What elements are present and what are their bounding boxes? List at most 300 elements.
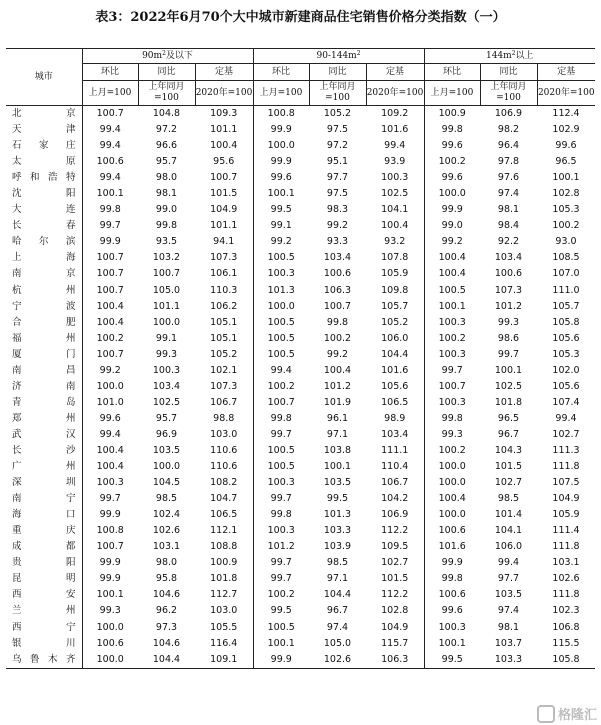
index-value: 104.5 — [152, 477, 181, 489]
index-value: 106.8 — [552, 621, 580, 633]
city-name: 太原 — [12, 156, 76, 168]
index-value: 99.4 — [82, 427, 138, 443]
index-value: 100.7 — [323, 300, 352, 312]
index-value: 104.9 — [210, 204, 238, 216]
index-value: 100.7 — [82, 283, 138, 299]
index-value: 101.8 — [494, 396, 523, 408]
index-value: 99.7 — [497, 348, 520, 360]
index-value: 101.0 — [82, 395, 138, 411]
index-value: 108.8 — [210, 541, 238, 553]
index-value: 104.6 — [152, 637, 181, 649]
index-value: 103.5 — [323, 477, 352, 489]
city-name: 广州 — [12, 461, 76, 473]
watermark-logo-icon — [537, 705, 555, 723]
index-value: 104.9 — [381, 621, 409, 633]
index-value: 101.6 — [424, 539, 480, 555]
index-value: 99.4 — [555, 412, 577, 424]
city-name: 天津 — [12, 124, 76, 136]
index-value: 98.1 — [497, 204, 520, 216]
index-value: 106.3 — [366, 652, 424, 669]
sub-header: 环比 — [424, 64, 480, 81]
index-value: 102.5 — [494, 380, 523, 392]
index-value: 98.2 — [497, 124, 520, 136]
size-group-header: $144m^2$以上 — [424, 49, 595, 64]
index-value: 100.3 — [424, 620, 480, 636]
index-value: 102.8 — [381, 605, 409, 617]
index-value: 100.3 — [424, 315, 480, 331]
index-value: 106.5 — [381, 396, 409, 408]
index-value: 96.7 — [326, 605, 349, 617]
index-value: 104.8 — [152, 108, 181, 120]
index-value: 104.9 — [552, 493, 580, 505]
index-value: 100.3 — [253, 266, 309, 282]
index-value: 99.2 — [326, 220, 349, 232]
city-name: 兰州 — [12, 605, 76, 617]
table-title: 表3：2022年6月70个大中城市新建商品住宅销售价格分类指数（一） — [95, 10, 506, 25]
index-value: 111.3 — [552, 445, 580, 456]
index-value: 107.3 — [210, 380, 238, 392]
index-value: 99.0 — [424, 218, 480, 234]
table-row — [6, 106, 595, 123]
table-row — [6, 555, 595, 571]
table-row — [6, 170, 595, 186]
index-value: 95.7 — [155, 156, 178, 168]
index-value: 101.3 — [323, 509, 352, 521]
index-value: 105.6 — [552, 380, 580, 392]
index-value: 95.8 — [155, 573, 178, 585]
index-value: 100.5 — [253, 620, 309, 636]
index-value: 96.1 — [326, 412, 349, 424]
index-value: 99.6 — [424, 170, 480, 186]
watermark-text: 格隆汇 — [557, 708, 597, 723]
city-name: 海口 — [12, 509, 76, 521]
index-value: 107.4 — [552, 396, 580, 408]
index-value: 100.3 — [253, 475, 309, 491]
index-value: 103.4 — [494, 252, 523, 264]
base-header: 上月=100 — [424, 81, 480, 106]
index-value: 99.4 — [384, 140, 406, 152]
index-value: 100.7 — [424, 379, 480, 395]
index-value: 99.4 — [82, 170, 138, 186]
index-value: 99.9 — [424, 555, 480, 571]
index-value: 105.7 — [381, 300, 409, 312]
sub-header: 同比 — [138, 64, 195, 81]
index-value: 116.4 — [210, 637, 238, 649]
table-row — [6, 234, 595, 250]
index-value: 100.6 — [82, 154, 138, 170]
index-value: 105.9 — [381, 268, 409, 280]
index-value: 97.4 — [497, 188, 520, 200]
index-value: 100.1 — [253, 636, 309, 652]
city-name: 深圳 — [12, 477, 76, 489]
index-value: 102.6 — [152, 525, 181, 537]
city-name: 乌鲁木齐 — [6, 652, 82, 669]
index-value: 97.2 — [155, 124, 178, 136]
sub-header: 同比 — [309, 64, 366, 81]
index-value: 100.0 — [424, 459, 480, 475]
index-value: 100.3 — [253, 523, 309, 539]
index-value: 102.4 — [152, 509, 181, 521]
index-value: 98.1 — [155, 188, 178, 200]
city-name: 成都 — [12, 541, 76, 553]
base-header: 上月=100 — [253, 81, 309, 106]
index-value: 97.8 — [497, 156, 520, 168]
city-name: 长春 — [12, 220, 76, 232]
index-value: 99.8 — [253, 411, 309, 427]
index-value: 97.1 — [326, 428, 349, 440]
index-value: 96.7 — [497, 428, 520, 440]
index-value: 96.9 — [155, 428, 178, 440]
index-value: 101.6 — [381, 364, 409, 376]
index-value: 99.7 — [82, 491, 138, 507]
city-name: 北京 — [12, 108, 76, 120]
sub-header: 环比 — [253, 64, 309, 81]
index-value: 100.0 — [424, 475, 480, 491]
index-value: 104.3 — [494, 445, 523, 456]
index-value: 99.2 — [253, 234, 309, 250]
index-value: 96.4 — [497, 140, 520, 152]
index-value: 105.3 — [552, 348, 580, 360]
table-row — [6, 459, 595, 475]
city-column-header: 城市 — [6, 49, 82, 106]
index-value: 102.5 — [381, 188, 409, 200]
table-row — [6, 266, 595, 282]
index-value: 107.0 — [552, 268, 580, 280]
index-value: 99.2 — [82, 363, 138, 379]
index-value: 101.6 — [381, 124, 409, 136]
index-value: 101.1 — [152, 300, 181, 312]
index-value: 98.6 — [497, 332, 520, 344]
city-name: 武汉 — [12, 428, 76, 440]
index-value: 108.5 — [552, 252, 580, 264]
table-row — [6, 491, 595, 507]
table-row — [6, 411, 595, 427]
index-value: 93.9 — [384, 156, 406, 168]
index-value: 100.8 — [82, 523, 138, 539]
index-value: 102.7 — [381, 557, 409, 569]
index-value: 99.9 — [253, 652, 309, 669]
index-value: 100.2 — [82, 331, 138, 347]
index-value: 99.7 — [253, 571, 309, 587]
index-value: 100.7 — [253, 395, 309, 411]
index-value: 97.4 — [326, 621, 349, 633]
index-value: 99.9 — [253, 122, 309, 138]
index-value: 100.4 — [82, 315, 138, 331]
index-value: 100.0 — [253, 138, 309, 154]
index-value: 100.0 — [82, 379, 138, 395]
index-value: 92.2 — [497, 236, 520, 248]
index-value: 100.0 — [253, 299, 309, 315]
index-value: 102.0 — [552, 364, 580, 376]
index-value: 97.6 — [497, 172, 520, 184]
city-name: 厦门 — [12, 348, 76, 360]
index-value: 97.5 — [326, 188, 349, 200]
index-value: 106.1 — [210, 268, 238, 280]
index-value: 99.8 — [424, 571, 480, 587]
index-value: 106.0 — [381, 332, 409, 344]
index-value: 100.7 — [82, 539, 138, 555]
city-name: 宁波 — [12, 300, 76, 312]
index-value: 100.2 — [424, 331, 480, 347]
index-value: 106.0 — [494, 541, 523, 553]
index-value: 103.7 — [494, 637, 523, 649]
index-value: 101.1 — [210, 124, 238, 136]
index-value: 105.3 — [552, 204, 580, 216]
index-value: 100.2 — [253, 379, 309, 395]
city-name: 济南 — [12, 380, 76, 392]
index-value: 111.8 — [552, 589, 580, 601]
index-value: 97.2 — [326, 140, 349, 152]
index-value: 100.1 — [253, 186, 309, 202]
index-value: 110.3 — [210, 284, 238, 296]
index-value: 100.2 — [253, 587, 309, 603]
index-value: 100.1 — [82, 587, 138, 603]
index-value: 106.2 — [210, 300, 238, 312]
index-value: 99.3 — [424, 427, 480, 443]
index-value: 104.7 — [210, 493, 238, 505]
index-value: 103.2 — [152, 252, 181, 264]
index-value: 100.7 — [152, 268, 181, 280]
table-row — [6, 652, 595, 669]
index-value: 111.8 — [552, 541, 580, 553]
index-value: 101.8 — [210, 573, 238, 585]
index-value: 100.3 — [424, 395, 480, 411]
index-value: 100.5 — [253, 443, 309, 459]
table-row — [6, 347, 595, 363]
index-value: 109.1 — [195, 652, 253, 669]
index-value: 107.5 — [552, 477, 580, 489]
index-value: 105.6 — [381, 380, 409, 392]
index-value: 99.3 — [497, 316, 520, 328]
index-value: 98.5 — [326, 557, 349, 569]
index-value: 103.3 — [480, 652, 537, 669]
base-header: 上年同月=100 — [138, 81, 195, 106]
table-row — [6, 443, 595, 459]
index-value: 93.5 — [155, 236, 178, 248]
index-value: 100.6 — [82, 636, 138, 652]
index-value: 103.4 — [381, 428, 409, 440]
index-value: 101.2 — [323, 380, 352, 392]
index-value: 99.2 — [424, 234, 480, 250]
index-value: 99.9 — [424, 202, 480, 218]
index-value: 96.5 — [497, 412, 520, 424]
index-value: 105.8 — [537, 652, 595, 669]
index-value: 103.4 — [152, 380, 181, 392]
index-value: 100.0 — [152, 316, 181, 328]
sub-header: 定基 — [366, 64, 424, 81]
index-value: 100.2 — [323, 332, 352, 344]
index-value: 100.0 — [424, 507, 480, 523]
index-value: 104.4 — [381, 348, 409, 360]
city-name: 南京 — [12, 268, 76, 280]
index-value: 112.4 — [552, 108, 580, 120]
index-value: 100.3 — [424, 347, 480, 363]
index-value: 100.2 — [552, 220, 580, 232]
index-value: 99.9 — [253, 154, 309, 170]
index-value: 99.8 — [253, 507, 309, 523]
index-value: 99.7 — [253, 555, 309, 571]
index-value: 100.1 — [552, 172, 580, 184]
index-value: 103.4 — [323, 252, 352, 264]
table-row — [6, 186, 595, 202]
index-value: 110.6 — [210, 445, 238, 456]
index-value: 99.8 — [424, 411, 480, 427]
index-value: 103.0 — [210, 428, 238, 440]
index-value: 96.2 — [155, 605, 178, 617]
index-value: 100.1 — [494, 364, 523, 376]
index-value: 100.4 — [424, 491, 480, 507]
city-name: 西安 — [12, 589, 76, 601]
index-value: 99.6 — [424, 138, 480, 154]
index-value: 105.7 — [552, 300, 580, 312]
table-row — [6, 202, 595, 218]
index-value: 99.6 — [555, 140, 577, 152]
sub-header: 定基 — [195, 64, 253, 81]
index-value: 101.5 — [494, 461, 523, 473]
index-value: 107.3 — [494, 284, 523, 296]
city-name: 哈尔滨 — [12, 236, 76, 248]
index-value: 96.5 — [555, 156, 577, 168]
index-value: 97.1 — [326, 573, 349, 585]
city-name: 贵阳 — [12, 557, 76, 569]
index-value: 106.5 — [210, 509, 238, 521]
index-value: 99.6 — [253, 170, 309, 186]
index-value: 103.0 — [210, 605, 238, 617]
index-value: 98.8 — [213, 412, 235, 424]
index-value: 105.5 — [210, 621, 238, 633]
city-name: 合肥 — [12, 316, 76, 328]
index-value: 100.4 — [82, 459, 138, 475]
index-value: 112.2 — [381, 589, 409, 601]
index-value: 107.8 — [381, 252, 409, 264]
city-name: 大连 — [12, 204, 76, 216]
index-value: 99.5 — [326, 493, 349, 505]
base-header: 上年同月=100 — [480, 81, 537, 106]
city-name: 呼和浩特 — [12, 172, 76, 184]
index-value: 100.2 — [424, 443, 480, 459]
index-value: 99.1 — [155, 332, 178, 344]
index-value: 95.7 — [155, 412, 178, 424]
index-value: 100.7 — [82, 266, 138, 282]
index-value: 111.8 — [552, 461, 580, 473]
sub-header: 环比 — [82, 64, 138, 81]
index-value: 100.4 — [82, 443, 138, 459]
index-value: 109.5 — [381, 541, 409, 553]
index-value: 95.6 — [213, 156, 235, 168]
index-value: 98.1 — [497, 621, 520, 633]
index-value: 100.7 — [82, 250, 138, 266]
index-value: 110.6 — [210, 461, 238, 473]
index-value: 99.7 — [253, 491, 309, 507]
index-value: 102.5 — [152, 396, 181, 408]
base-header: 上年同月=100 — [309, 81, 366, 106]
city-name: 杭州 — [12, 284, 76, 296]
index-value: 96.6 — [155, 140, 178, 152]
index-value: 103.9 — [323, 541, 352, 553]
index-value: 103.1 — [552, 557, 580, 569]
table-row — [6, 122, 595, 138]
city-name: 石家庄 — [12, 140, 76, 152]
index-value: 100.4 — [424, 250, 480, 266]
index-value: 101.5 — [210, 188, 238, 200]
index-value: 102.7 — [552, 428, 580, 440]
index-value: 101.9 — [323, 396, 352, 408]
index-value: 99.9 — [82, 234, 138, 250]
index-value: 93.2 — [384, 236, 406, 248]
index-value: 109.8 — [381, 284, 409, 296]
watermark — [537, 704, 597, 723]
city-name: 银川 — [12, 637, 76, 649]
index-value: 105.9 — [552, 509, 580, 521]
index-value: 97.3 — [155, 621, 178, 633]
index-value: 101.3 — [253, 283, 309, 299]
index-value: 104.4 — [138, 652, 195, 669]
index-value: 100.4 — [424, 266, 480, 282]
index-value: 93.3 — [326, 236, 349, 248]
table-row — [6, 395, 595, 411]
size-group-header: $90-144m^2$ — [253, 49, 424, 64]
index-value: 99.1 — [253, 218, 309, 234]
index-value: 102.6 — [309, 652, 366, 669]
index-value: 101.2 — [253, 539, 309, 555]
index-value: 103.1 — [152, 541, 181, 553]
index-value: 100.1 — [424, 636, 480, 652]
index-value: 99.6 — [424, 603, 480, 619]
index-value: 100.1 — [82, 186, 138, 202]
index-value: 100.1 — [323, 461, 352, 473]
index-value: 115.5 — [552, 637, 580, 649]
index-value: 100.5 — [253, 315, 309, 331]
table-row — [6, 523, 595, 539]
index-value: 100.0 — [82, 620, 138, 636]
table-row — [6, 154, 595, 170]
index-value: 115.7 — [381, 637, 409, 649]
index-value: 98.3 — [326, 204, 349, 216]
index-value: 99.0 — [155, 204, 178, 216]
table-row — [6, 507, 595, 523]
city-name: 上海 — [12, 252, 76, 264]
index-value: 105.0 — [152, 284, 181, 296]
index-value: 104.6 — [152, 589, 181, 601]
index-value: 108.2 — [210, 477, 238, 489]
index-value: 111.4 — [552, 525, 580, 537]
index-value: 100.0 — [82, 652, 138, 669]
table-row — [6, 636, 595, 652]
index-value: 100.0 — [424, 186, 480, 202]
price-index-table — [6, 48, 595, 669]
city-name: 昆明 — [12, 573, 76, 585]
index-value: 105.2 — [323, 108, 352, 120]
index-value: 103.5 — [152, 445, 181, 456]
index-value: 111.1 — [381, 445, 409, 456]
index-value: 107.3 — [210, 252, 238, 264]
index-value: 99.8 — [424, 122, 480, 138]
table-row — [6, 379, 595, 395]
table-row — [6, 250, 595, 266]
index-value: 99.9 — [82, 507, 138, 523]
index-value: 99.4 — [82, 122, 138, 138]
table-row — [6, 571, 595, 587]
index-value: 100.6 — [424, 587, 480, 603]
index-value: 110.4 — [381, 461, 409, 473]
table-row — [6, 299, 595, 315]
index-value: 100.2 — [424, 154, 480, 170]
city-name: 重庆 — [12, 525, 76, 537]
index-value: 98.9 — [384, 412, 406, 424]
index-value: 106.9 — [381, 509, 409, 521]
index-value: 97.7 — [326, 172, 349, 184]
size-group-header: $90m^2$及以下 — [82, 49, 253, 64]
